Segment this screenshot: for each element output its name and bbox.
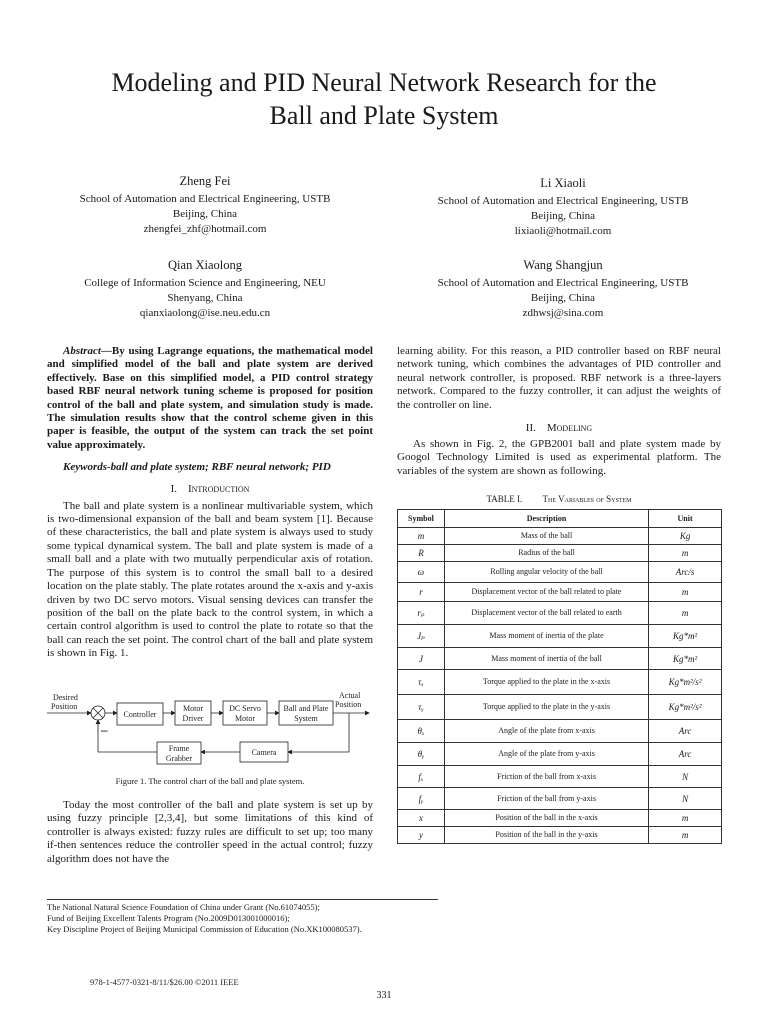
author-name: Li Xiaoli (540, 176, 586, 190)
author-location: Beijing, China (172, 208, 238, 220)
isbn-line: 978-1-4577-0321-8/11/$26.00 ©2011 IEEE (90, 977, 239, 987)
section-title: Introduction (187, 482, 250, 495)
description-cell: Friction of the ball from y-axis (444, 788, 648, 810)
table-row (398, 788, 722, 810)
author-name: Wang Shangjun (523, 258, 603, 272)
section-number: I. (170, 482, 177, 495)
minus-sign: – (101, 722, 108, 737)
figure-1-diagram (47, 688, 373, 770)
section-title: Modeling (546, 422, 593, 435)
description-cell: Mass moment of inertia of the plate (444, 625, 648, 648)
symbol-cell: Jₚ (398, 625, 445, 648)
introduction-paragraph: The ball and plate system is a nonlinear multivariable system, which is two-dimensional expansion of the ball and beam system [1]. Because of these characteristics, the ball and plate system is always used to study some typical dynamical system. The ball and plate system is made of a small ball and a plate with two mutually perpendicular axis of rotation. The purpose of this system is to control the small ball to a desired location on the plate stably. The plate rotates around the x-axis and y-axis driven by two DC servo motors. Visual sensing devices can transfer the position of the ball on the plate back to the control system, in which a certain control algorithm is used to control the plate to rotate so that the ball can reach the set point. The control chart of the ball and plate system is shown in Fig. 1. (47, 499, 373, 660)
unit-cell: Kg*m²/s² (649, 670, 722, 695)
description-cell: Friction of the ball from x-axis (444, 766, 648, 788)
unit-cell: m (649, 827, 722, 844)
author-email: zhengfei_zhf@hotmail.com (143, 223, 267, 235)
author-affiliation: College of Information Science and Engineering, NEU (84, 277, 326, 289)
description-cell: Rolling angular velocity of the ball (444, 562, 648, 583)
unit-cell: m (649, 810, 722, 827)
section-heading-introduction (47, 482, 373, 496)
symbol-cell: r (398, 583, 445, 602)
author-block-2 (398, 175, 728, 239)
table-row (398, 695, 722, 720)
author-block-4 (398, 257, 728, 321)
symbol-cell: θₓ (398, 720, 445, 743)
table-row (398, 670, 722, 695)
abstract (47, 345, 373, 452)
abstract-text: —By using Lagrange equations, the mathematical model and simplified model of the ball and plate system are derived effectively. Base on this simplified model, a PID control strategy based RBF neural network tuning scheme is proposed for position control of the ball and plate system, and simulation study is made. The simulation results show that the control scheme given in this paper is feasible, the output of the system can track the set point value approximately. (47, 345, 373, 451)
symbol-cell: fₓ (398, 766, 445, 788)
author-name: Qian Xiaolong (168, 258, 242, 272)
description-cell: Position of the ball in the x-axis (444, 810, 648, 827)
unit-cell: Arc (649, 720, 722, 743)
unit-cell: N (649, 788, 722, 810)
symbol-cell: J (398, 648, 445, 670)
table-row (398, 766, 722, 788)
header-description: Description (444, 510, 648, 528)
motor-driver-label-1: Motor (183, 704, 203, 713)
table-row (398, 720, 722, 743)
dc-servo-label-2: Motor (235, 714, 255, 723)
table-row (398, 648, 722, 670)
symbol-cell: ω (398, 562, 445, 583)
section-number: II. (525, 422, 536, 435)
author-affiliation: School of Automation and Electrical Engineering, USTB (437, 195, 689, 207)
table-row (398, 583, 722, 602)
unit-cell: Arc (649, 743, 722, 766)
ball-plate-label-1: Ball and Plate (283, 704, 329, 713)
symbol-cell: rₚ (398, 602, 445, 625)
table-label: TABLE I. (486, 494, 523, 504)
author-location: Beijing, China (530, 210, 596, 222)
unit-cell: m (649, 545, 722, 562)
symbol-cell: τᵧ (398, 695, 445, 720)
learning-paragraph: learning ability. For this reason, a PID controller based on RBF neural network tuning, which combines the advantages of PID controller and neural network controller, is proposed. RBF network is a three-layers network. Compared to the fuzzy controller, it can adjust the weights of the controller on line. (397, 345, 721, 411)
table-1-caption (397, 493, 721, 505)
ball-plate-label-2: System (294, 714, 318, 723)
header-symbol: Symbol (398, 510, 445, 528)
label-actual: Actual (339, 691, 361, 700)
author-block-1 (40, 173, 370, 237)
description-cell: Radius of the ball (444, 545, 648, 562)
dc-servo-label-1: DC Servo (229, 704, 261, 713)
unit-cell: Kg*m² (649, 625, 722, 648)
author-affiliation: School of Automation and Electrical Engineering, USTB (437, 277, 689, 289)
title-line-2: Ball and Plate System (269, 101, 499, 130)
author-location: Beijing, China (530, 292, 596, 304)
frame-grabber-label-2: Grabber (165, 754, 193, 763)
symbol-cell: τₓ (398, 670, 445, 695)
footnotes (47, 902, 467, 935)
author-block-3 (40, 257, 370, 321)
table-row (398, 528, 722, 545)
unit-cell: Kg (649, 528, 722, 545)
description-cell: Angle of the plate from y-axis (444, 743, 648, 766)
author-email: lixiaoli@hotmail.com (514, 225, 612, 237)
symbol-cell: fᵧ (398, 788, 445, 810)
symbol-cell: R (398, 545, 445, 562)
controller-label: Controller (123, 710, 157, 719)
description-cell: Displacement vector of the ball related to plate (444, 583, 648, 602)
abstract-label: Abstract (63, 345, 101, 357)
description-cell: Mass moment of inertia of the ball (444, 648, 648, 670)
author-name: Zheng Fei (179, 174, 231, 188)
figure-1-caption: Figure 1. The control chart of the ball and plate system. (115, 776, 305, 786)
right-column (397, 345, 721, 478)
keywords: Keywords-ball and plate system; RBF neural network; PID (63, 461, 331, 474)
unit-cell: Arc/s (649, 562, 722, 583)
page-number: 331 (376, 990, 392, 1001)
unit-cell: m (649, 602, 722, 625)
label-actual-position: Position (335, 700, 362, 709)
symbol-cell: x (398, 810, 445, 827)
paper-title (30, 66, 738, 132)
table-row (398, 602, 722, 625)
unit-cell: N (649, 766, 722, 788)
modeling-paragraph: As shown in Fig. 2, the GPB2001 ball and plate system made by Googol Technology Limited is used as experimental platform. The variables of the system are shown as following. (397, 438, 721, 477)
footnote-1: The National Natural Science Foundation of China under Grant (No.61074055); (47, 902, 320, 912)
left-column (47, 345, 373, 661)
description-cell: Torque applied to the plate in the x-axis (444, 670, 648, 695)
author-email: qianxiaolong@ise.neu.edu.cn (139, 307, 271, 319)
symbol-cell: m (398, 528, 445, 545)
fuzzy-paragraph: Today the most controller of the ball and plate system is set up by using fuzzy principle [2,3,4], but some limitations of this kind of controller is always existed: fuzzy rules are difficult to set up; too many if-then sentences reduce the controller speed in the actual control; fuzzy algorithm does not have the (47, 799, 373, 865)
footnote-rule (47, 899, 438, 900)
description-cell: Displacement vector of the ball related to earth (444, 602, 648, 625)
author-location: Shenyang, China (167, 292, 243, 304)
unit-cell: Kg*m²/s² (649, 695, 722, 720)
table-row (398, 545, 722, 562)
variables-table (397, 509, 722, 844)
description-cell: Mass of the ball (444, 528, 648, 545)
frame-grabber-label-1: Frame (168, 744, 190, 753)
symbol-cell: θᵧ (398, 743, 445, 766)
label-desired: Desired (53, 693, 78, 702)
author-affiliation: School of Automation and Electrical Engineering, USTB (79, 193, 331, 205)
footnote-3: Key Discipline Project of Beijing Municipal Commission of Education (No.XK100080537). (47, 924, 362, 934)
header-unit: Unit (649, 510, 722, 528)
table-row (398, 743, 722, 766)
title-line-1: Modeling and PID Neural Network Research for the (111, 68, 657, 97)
camera-label: Camera (251, 748, 277, 757)
table-header-row (398, 510, 722, 528)
description-cell: Angle of the plate from x-axis (444, 720, 648, 743)
description-cell: Torque applied to the plate in the y-axis (444, 695, 648, 720)
left-column-bottom (47, 799, 373, 866)
unit-cell: m (649, 583, 722, 602)
motor-driver-label-2: Driver (182, 714, 204, 723)
section-heading-modeling (397, 421, 721, 435)
table-row (398, 827, 722, 844)
unit-cell: Kg*m² (649, 648, 722, 670)
table-row (398, 810, 722, 827)
table-row (398, 625, 722, 648)
author-email: zdhwsj@sina.com (522, 307, 604, 319)
footnote-2: Fund of Beijing Excellent Talents Program (No.2009D013001000016); (47, 913, 290, 923)
description-cell: Position of the ball in the y-axis (444, 827, 648, 844)
table-title: The Variables of System (542, 494, 632, 504)
label-desired-position: Position (51, 702, 78, 711)
symbol-cell: y (398, 827, 445, 844)
table-row (398, 562, 722, 583)
